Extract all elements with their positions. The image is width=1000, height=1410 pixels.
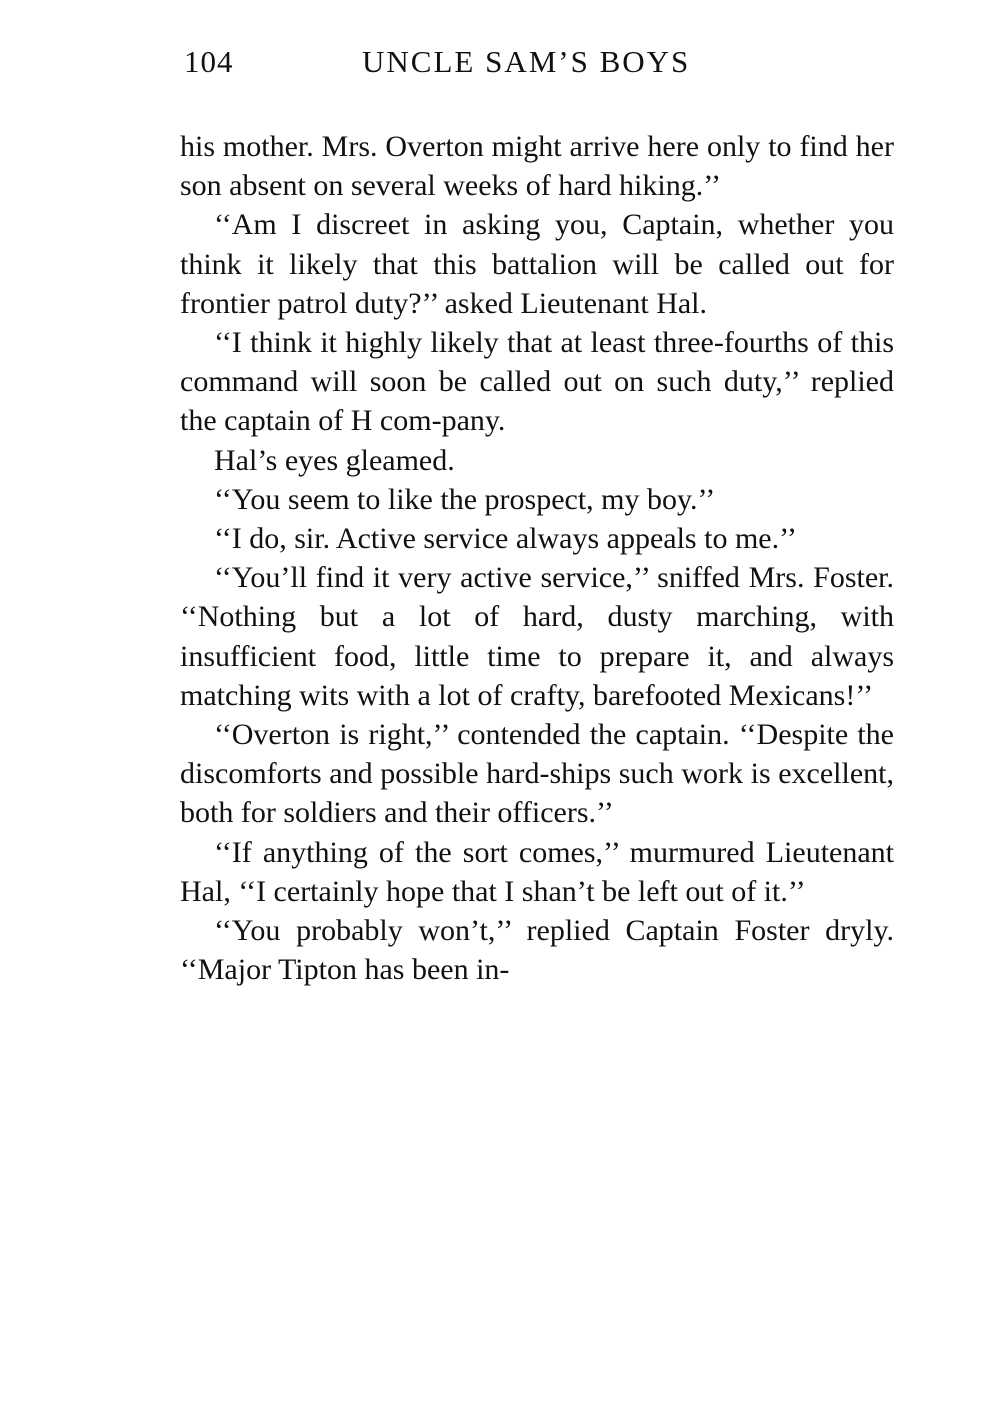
paragraph-mrs-foster: ‘‘You’ll find it very active service,’’ sniffed Mrs. Foster. ‘‘Nothing but a lot of hard, dusty marching, with insufficient food, little time to prepare it, and always matching wits with a lot of crafty, barefooted Mexicans!’’ xyxy=(180,561,894,712)
paragraph-hal-hope: ‘‘If anything of the sort comes,’’ murmured Lieutenant Hal, ‘‘I certainly hope that I shan’t be left out of it.’’ xyxy=(180,835,894,908)
page-number: 104 xyxy=(184,44,234,79)
paragraph-hal-eyes: Hal’s eyes gleamed. xyxy=(214,443,455,477)
paragraph-continuation: his mother. Mrs. Overton might arrive here only to find her son absent on several weeks of hard hiking.’’ xyxy=(180,130,894,203)
running-head xyxy=(184,44,744,92)
paragraph-hal-question: ‘‘Am I discreet in asking you, Captain, whether you think it likely that this battalion will be called out for frontier patrol duty?’’ asked Lieutenant Hal. xyxy=(180,208,894,320)
paragraph-overton-right: ‘‘Overton is right,’’ contended the captain. ‘‘Despite the discomforts and possible hard-ships such work is excellent, both for soldiers and their officers.’’ xyxy=(180,718,894,830)
paragraph-captain-foster: ‘‘You probably won’t,’’ replied Captain Foster dryly. ‘‘Major Tipton has been in- xyxy=(180,914,894,987)
body-text xyxy=(180,127,894,989)
paragraph-prospect: ‘‘You seem to like the prospect, my boy.’’ xyxy=(214,482,716,516)
paragraph-active-service: ‘‘I do, sir. Active service always appeals to me.’’ xyxy=(214,522,797,556)
paragraph-captain-reply: ‘‘I think it highly likely that at least three-fourths of this command will soon be called out on such duty,’’ replied the captain of H com-pany. xyxy=(180,326,894,438)
running-title: UNCLE SAM’S BOYS xyxy=(362,44,691,79)
